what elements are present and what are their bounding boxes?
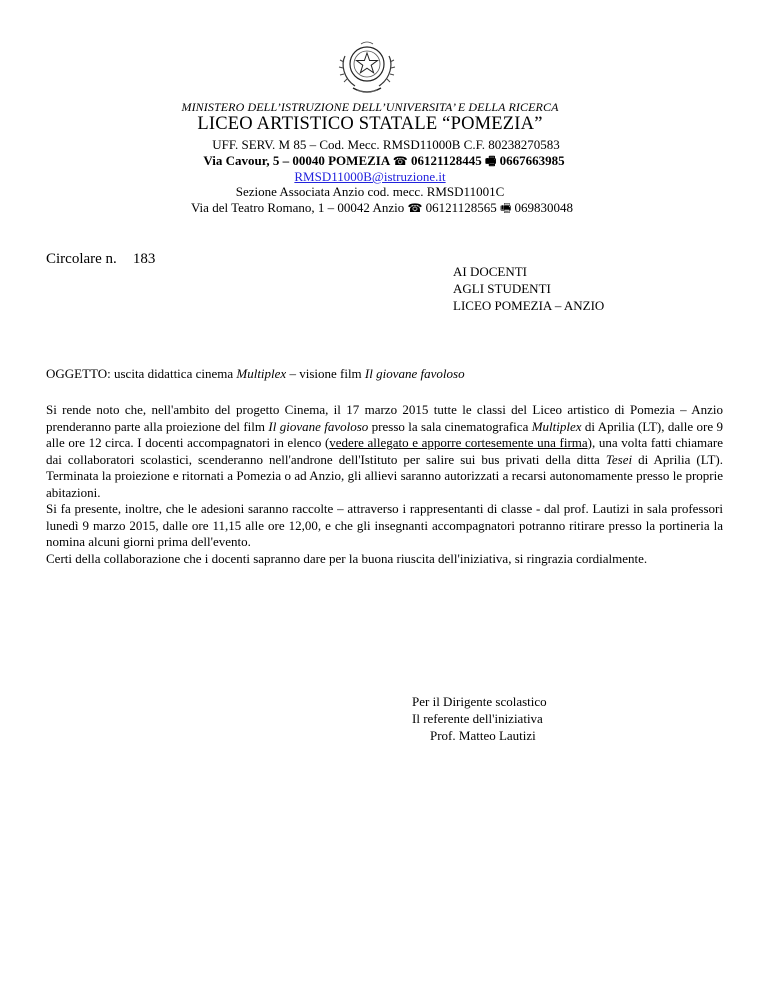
body-paragraph-2: Si fa presente, inoltre, che le adesioni saranno raccolte – attraverso i rappresentanti di classe - dal prof. Lautizi in sala professori lunedì 9 marzo 2015, dalle ore 11,15 alle ore 12,00, e che gli insegnanti accompagnatori potranno ritirare presso la portineria la nomina alcuni giorni prima dell'evento. xyxy=(46,501,723,549)
fax-icon: 🖷 xyxy=(499,201,512,215)
circular-label: Circolare n. xyxy=(46,251,117,267)
circular-body xyxy=(46,402,723,567)
circular-value: 183 xyxy=(132,251,156,267)
anzio-address: Via del Teatro Romano, 1 – 00042 Anzio xyxy=(190,200,405,215)
anzio-fax: 069830048 xyxy=(514,200,574,215)
phone-icon: ☎ xyxy=(407,201,423,215)
school-email-link[interactable]: RMSD11000B@istruzione.it xyxy=(294,169,446,184)
subject-prefix: OGGETTO: uscita didattica cinema xyxy=(46,366,237,381)
circular-number xyxy=(46,251,155,268)
school-fax: 0667663985 xyxy=(499,153,565,168)
ministry-name: MINISTERO DELL’ISTRUZIONE DELL’UNIVERSITA’ E DELLA RICERCA xyxy=(181,100,559,114)
associated-section: Sezione Associata Anzio cod. mecc. RMSD11001C xyxy=(235,184,505,199)
recipient-line: AI DOCENTI xyxy=(453,264,528,279)
school-phone: 06121128445 xyxy=(410,153,482,168)
signature-line: Il referente dell'iniziativa xyxy=(412,711,543,726)
subject-line xyxy=(46,366,465,382)
recipients-block xyxy=(453,263,604,314)
school-codes: UFF. SERV. M 85 – Cod. Mecc. RMSD11000B C.F. 80238270583 xyxy=(212,137,560,152)
subject-middle: – visione film xyxy=(286,366,365,381)
signature-block xyxy=(412,693,547,744)
anzio-phone: 06121128565 xyxy=(425,200,497,215)
recipient-line: AGLI STUDENTI xyxy=(453,281,551,296)
signatory-name: Prof. Matteo Lautizi xyxy=(430,728,536,743)
attachment-note: vedere allegato e apporre cortesemente una firma xyxy=(329,435,588,450)
school-name: LICEO ARTISTICO STATALE “POMEZIA” xyxy=(197,114,543,134)
fax-icon: 🖷 xyxy=(485,154,497,168)
signature-line: Per il Dirigente scolastico xyxy=(412,694,547,709)
subject-venue: Multiplex xyxy=(236,366,287,381)
body-paragraph-3: Certi della collaborazione che i docenti sapranno dare per la buona riuscita dell'iniziativa, si ringrazia cordialmente. xyxy=(46,550,648,566)
republic-emblem-icon xyxy=(331,34,403,100)
body-paragraph-1: Si rende noto che, nell'ambito del progetto Cinema, il 17 marzo 2015 tutte le classi del Liceo artistico di Pomezia – Anzio prenderanno parte alla proiezione del film Il giovane favoloso presso la sala cinematografica Multiplex di Aprilia (LT), dalle ore 9 alle ore 12 circa. I docenti accompagnatori in elenco (vedere allegato e apporre cortesemente una firma), una volta fatti chiamare dai collaboratori scolastici, scenderanno nell'androne dell'Istituto per salire sui bus privati della ditta Tesei di Aprilia (LT). Terminata la proiezione e ritornati a Pomezia o ad Anzio, gli allievi saranno autorizzati a recarsi autonomamente presso le proprie abitazioni. xyxy=(46,402,723,500)
email-line xyxy=(0,169,740,185)
recipient-line: LICEO POMEZIA – ANZIO xyxy=(453,298,605,313)
anzio-address-line xyxy=(12,199,752,220)
school-address: Via Cavour, 5 – 00040 POMEZIA xyxy=(203,153,390,168)
phone-icon: ☎ xyxy=(392,154,408,168)
subject-film: Il giovane favoloso xyxy=(364,366,465,381)
